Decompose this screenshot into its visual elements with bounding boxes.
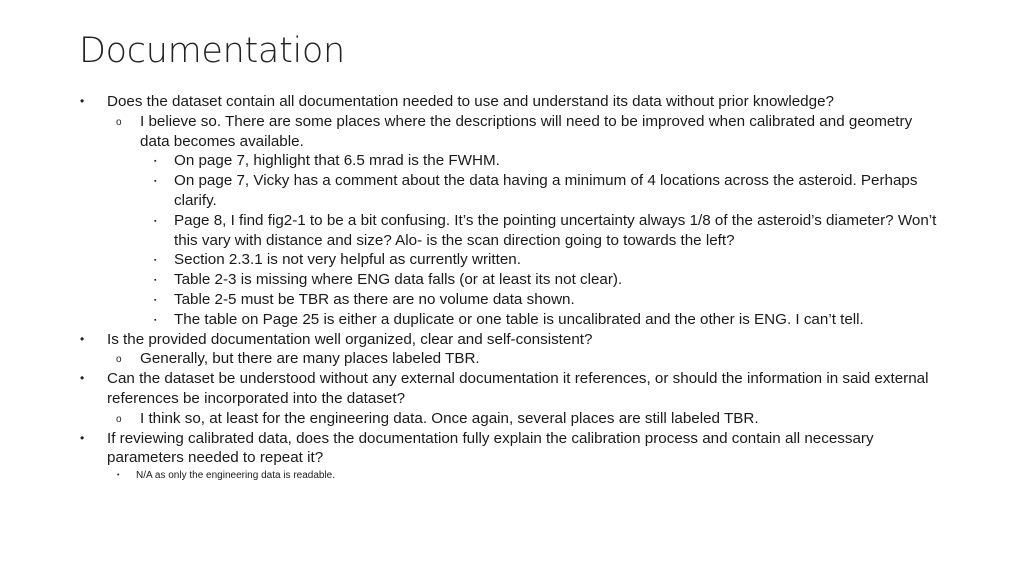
bullet-square-icon: ▪ — [154, 277, 157, 285]
list-item-text: The table on Page 25 is either a duplicate or one table is uncalibrated and the other is ENG. I can’t tell. — [174, 310, 864, 328]
bullet-dot-icon: • — [80, 94, 85, 108]
list-item-text: On page 7, Vicky has a comment about the data having a minimum of 4 locations across the asteroid. Perhaps clarify. — [174, 172, 918, 209]
list-item — [0, 171, 944, 211]
bullet-dot-icon: • — [80, 430, 85, 445]
list-item — [0, 349, 940, 369]
list-item — [0, 290, 944, 310]
list-item-text: Section 2.3.1 is not very helpful as currently written. — [174, 251, 521, 269]
bullet-square-icon: ▪ — [154, 217, 157, 225]
list-item — [0, 409, 940, 429]
list-item — [0, 92, 937, 112]
bullet-dot-icon: • — [80, 371, 85, 386]
list-item-text: N/A as only the engineering data is readable. — [136, 470, 336, 482]
list-item — [0, 211, 944, 251]
list-item-text: Generally, but there are many places labeled TBR. — [140, 350, 480, 368]
bullet-square-icon: ▪ — [154, 296, 157, 304]
bullet-circle-icon: o — [116, 354, 122, 366]
list-item — [0, 310, 944, 330]
bullet-square-icon: ▪ — [154, 316, 157, 324]
bullet-circle-icon: o — [116, 116, 122, 128]
bullet-square-icon: ▪ — [154, 158, 157, 166]
page-title: Documentation — [79, 31, 345, 71]
list-item — [0, 112, 940, 152]
list-item — [0, 469, 1024, 483]
list-item-text: On page 7, highlight that 6.5 mrad is the FWHM. — [174, 152, 500, 170]
list-item — [0, 330, 937, 350]
bullet-square-icon: ▪ — [154, 178, 157, 186]
bullet-square-icon: ▪ — [154, 257, 157, 265]
list-item-text: Is the provided documentation well organized, clear and self-consistent? — [107, 330, 593, 348]
list-item-text: Can the dataset be understood without any external documentation it references, or should the information in said external references be incorporated into the dataset? — [107, 370, 929, 407]
bullet-circle-icon: o — [116, 413, 122, 425]
list-item — [0, 270, 944, 290]
list-item-text: Table 2-3 is missing where ENG data falls (or at least its not clear). — [174, 271, 623, 289]
bullet-list — [0, 92, 1024, 483]
bullet-dot-icon: • — [117, 472, 120, 480]
list-item — [0, 250, 944, 270]
list-item — [0, 369, 937, 409]
list-item-text: Table 2-5 must be TBR as there are no volume data shown. — [174, 290, 575, 308]
list-item-text: Page 8, I find fig2-1 to be a bit confusing. It’s the pointing uncertainty always 1/8 of the asteroid’s diameter? Won’t this vary with distance and size? Alo- is the scan direction going to towards the left? — [174, 211, 937, 249]
bullet-dot-icon: • — [80, 331, 85, 346]
list-item-text: If reviewing calibrated data, does the documentation fully explain the calibration process and contain all necessary parameters needed to repeat it? — [107, 429, 874, 467]
list-item-text: I think so, at least for the engineering data. Once again, several places are still labeled TBR. — [140, 409, 759, 427]
list-item-text: Does the dataset contain all documentation needed to use and understand its data without prior knowledge? — [107, 93, 834, 110]
list-item-text: I believe so. There are some places where the descriptions will need to be improved when calibrated and geometry data becomes available. — [140, 112, 913, 150]
list-item — [0, 429, 937, 469]
list-item — [0, 151, 944, 171]
